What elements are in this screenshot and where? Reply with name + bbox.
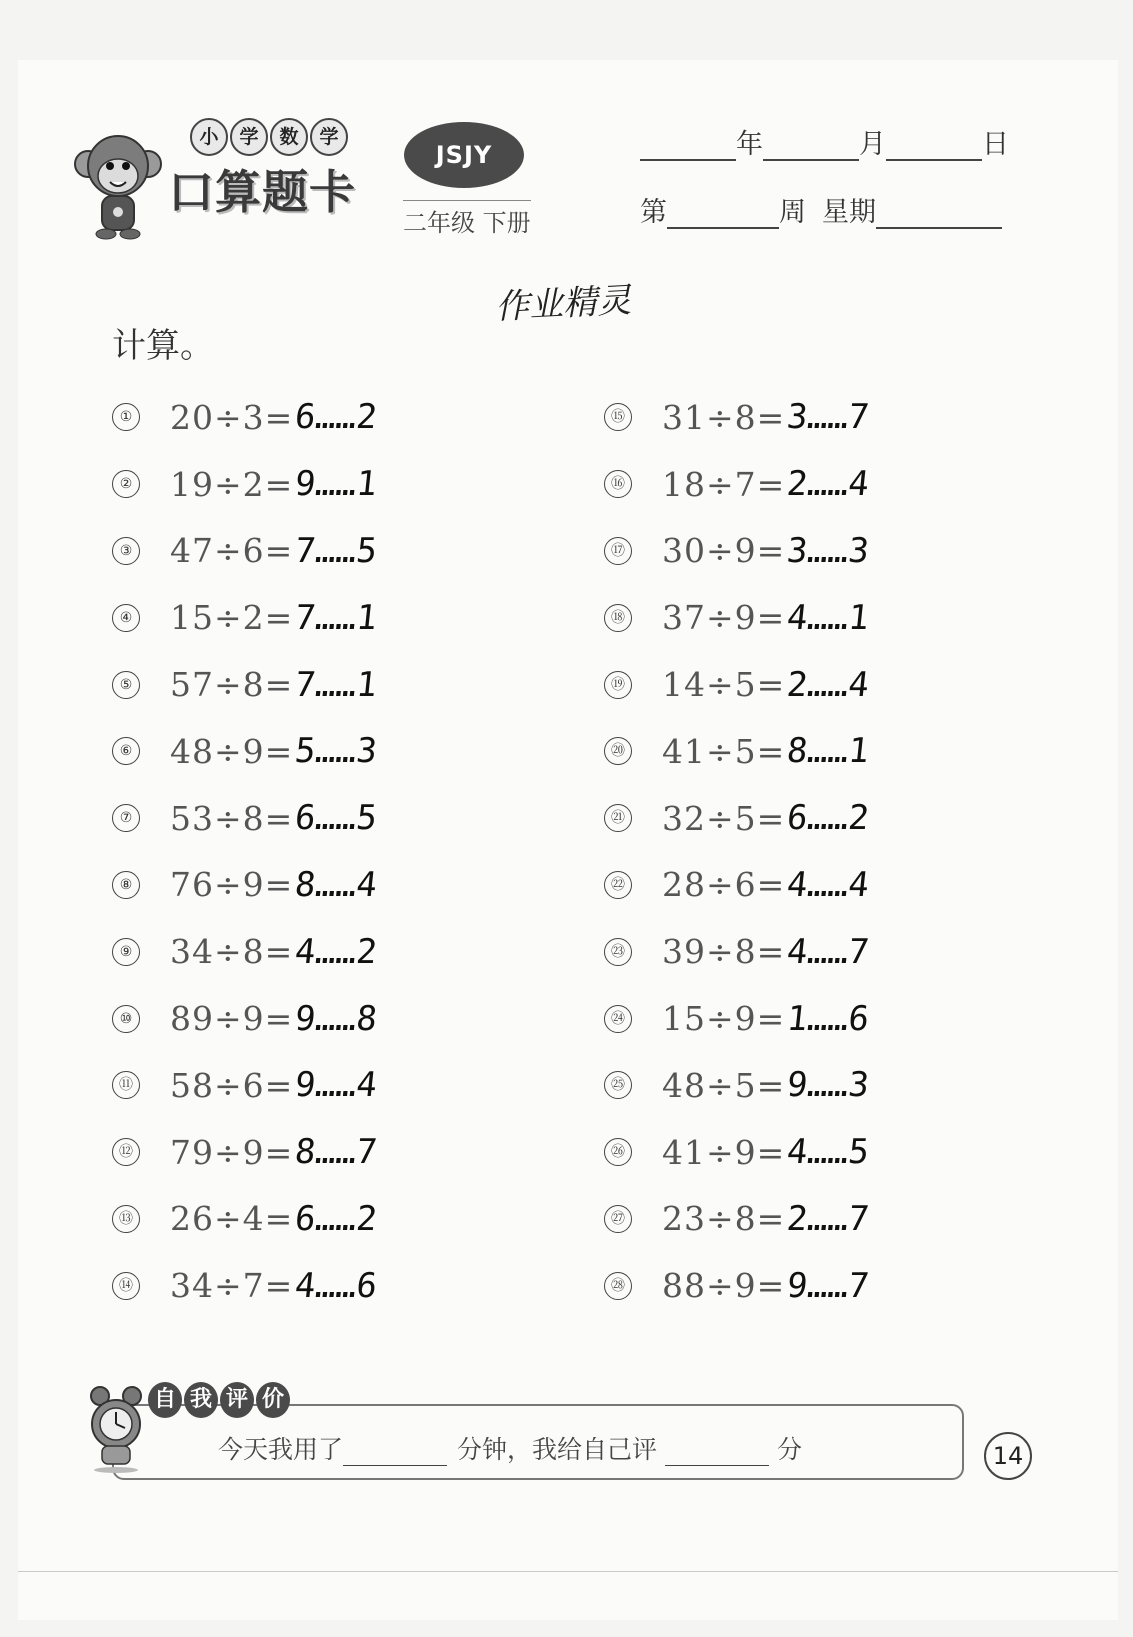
problem-row [604,785,1064,852]
problem-expression: 41÷9= [662,1132,786,1172]
handwritten-answer[interactable]: 9……3 [785,1065,872,1106]
problem-expression: 76÷9= [170,865,294,905]
problem-expression: 48÷5= [662,1065,786,1105]
problem-row [604,651,1064,718]
problem-expression: 34÷7= [170,1266,294,1306]
problem-number: ⑬ [112,1205,140,1233]
problem-row [604,584,1064,651]
problem-number: ④ [112,604,140,632]
problem-number: ⑪ [112,1071,140,1099]
problem-number: ㉓ [604,938,632,966]
week-fields [640,190,1002,229]
handwritten-answer[interactable]: 4……2 [293,931,380,972]
problem-number: ② [112,470,140,498]
problem-row [112,584,572,651]
self-evaluation-text [218,1430,802,1466]
problem-row [112,918,572,985]
problem-number: ㉔ [604,1005,632,1033]
self-eval-char: 我 [184,1382,218,1418]
handwritten-answer[interactable]: 4……6 [293,1265,380,1306]
problem-row [604,718,1064,785]
problem-number: ㉗ [604,1205,632,1233]
problem-expression: 14÷5= [662,665,786,705]
problem-number: ㉖ [604,1138,632,1166]
problem-number: ① [112,403,140,431]
handwritten-answer[interactable]: 7……1 [293,597,380,638]
year-label: 年 [736,129,763,160]
problem-expression: 15÷2= [170,598,294,638]
problem-expression: 28÷6= [662,865,786,905]
self-eval-char: 价 [256,1382,290,1418]
problem-number: ⑧ [112,871,140,899]
problem-row [112,852,572,919]
handwritten-answer[interactable]: 7……1 [293,664,380,705]
problem-row [112,651,572,718]
week-number-blank[interactable] [667,197,779,229]
problem-number: ⑦ [112,804,140,832]
handwritten-answer[interactable]: 6……2 [785,798,872,839]
week-label: 周 [779,197,806,228]
problem-row [112,1119,572,1186]
problem-row [112,518,572,585]
problems-right-column [604,384,1064,1319]
monkey-mascot-icon [72,130,164,242]
handwritten-answer[interactable]: 8……1 [785,731,872,772]
handwritten-answer[interactable]: 4……1 [785,597,872,638]
handwritten-answer[interactable]: 8……4 [293,864,380,905]
handwritten-answer[interactable]: 4……4 [785,864,872,905]
problem-expression: 57÷8= [170,665,294,705]
problem-expression: 39÷8= [662,932,786,972]
problem-expression: 88÷9= [662,1266,786,1306]
score-unit-label: 分 [777,1435,803,1464]
weekday-blank[interactable] [876,197,1002,229]
problem-expression: 20÷3= [170,397,294,437]
handwritten-answer[interactable]: 1……6 [785,998,872,1039]
problem-number: ⑨ [112,938,140,966]
grade-label: 二年级 下册 [403,200,531,238]
handwritten-answer[interactable]: 6……2 [293,397,380,438]
month-label: 月 [859,129,886,160]
series-char: 学 [230,118,268,156]
score-blank[interactable] [665,1435,769,1466]
series-char: 小 [190,118,228,156]
alarm-clock-icon [86,1384,152,1474]
problem-row [604,384,1064,451]
handwritten-answer[interactable]: 9……8 [293,998,380,1039]
handwritten-answer[interactable]: 3……3 [785,530,872,571]
problem-number: ⑮ [604,403,632,431]
page-number: 14 [984,1432,1032,1480]
self-score-label: 分钟，我给自己评 [457,1435,658,1464]
problem-row [112,785,572,852]
problem-expression: 58÷6= [170,1065,294,1105]
handwritten-answer[interactable]: 3……7 [785,397,872,438]
problem-expression: 79÷9= [170,1132,294,1172]
time-used-label: 今天我用了 [218,1435,344,1464]
problem-row [112,1186,572,1253]
problem-row [604,1119,1064,1186]
problem-row [112,451,572,518]
date-fields [640,122,1009,161]
series-char: 数 [270,118,308,156]
problem-expression: 30÷9= [662,531,786,571]
problem-row [112,718,572,785]
problem-row [604,918,1064,985]
problem-row [112,1052,572,1119]
logo [72,112,382,242]
problem-expression: 19÷2= [170,464,294,504]
problem-expression: 23÷8= [662,1199,786,1239]
problem-number: ③ [112,537,140,565]
book-title: 口算题卡 [168,165,356,219]
problem-row [112,1252,572,1319]
problem-row [112,985,572,1052]
problem-number: ㉑ [604,804,632,832]
problem-number: ⑱ [604,604,632,632]
problem-number: ㉘ [604,1272,632,1300]
problem-expression: 34÷8= [170,932,294,972]
handwritten-signature: 作业精灵 [494,280,633,328]
problem-expression: 53÷8= [170,798,294,838]
self-evaluation-title [148,1382,290,1418]
problem-expression: 26÷4= [170,1199,294,1239]
problem-number: ⑯ [604,470,632,498]
handwritten-answer[interactable]: 9……1 [293,464,380,505]
problem-number: ⑫ [112,1138,140,1166]
problem-expression: 31÷8= [662,397,786,437]
series-char: 学 [310,118,348,156]
minutes-blank[interactable] [343,1435,447,1466]
handwritten-answer[interactable]: 5……3 [293,731,380,772]
self-eval-char: 自 [148,1382,182,1418]
handwritten-answer[interactable]: 8……7 [293,1132,380,1173]
problem-row [604,451,1064,518]
problem-row [604,1252,1064,1319]
handwritten-answer[interactable]: 6……5 [293,798,380,839]
problem-number: ⑭ [112,1272,140,1300]
handwritten-answer[interactable]: 2……4 [785,664,872,705]
weekday-label: 星期 [822,197,876,228]
problem-number: ⑲ [604,671,632,699]
problem-expression: 18÷7= [662,464,786,504]
problem-row [112,384,572,451]
instruction-text: 计算。 [112,326,214,366]
handwritten-answer[interactable]: 6……2 [293,1198,380,1239]
year-blank[interactable] [640,129,736,161]
handwritten-answer[interactable]: 4……5 [785,1132,872,1173]
week-prefix: 第 [640,197,667,228]
problem-number: ㉕ [604,1071,632,1099]
handwritten-answer[interactable]: 9……7 [785,1265,872,1306]
problem-row [604,985,1064,1052]
problem-number: ⑩ [112,1005,140,1033]
day-blank[interactable] [886,129,982,161]
month-blank[interactable] [763,129,859,161]
problem-expression: 89÷9= [170,999,294,1039]
problem-number: ⑳ [604,737,632,765]
handwritten-answer[interactable]: 9……4 [293,1065,380,1106]
problem-number: ⑰ [604,537,632,565]
problem-row [604,1052,1064,1119]
problem-number: ㉒ [604,871,632,899]
day-label: 日 [982,129,1009,160]
publisher-badge: JSJY [404,122,524,188]
problems-left-column [112,384,572,1319]
problem-row [604,852,1064,919]
problem-expression: 15÷9= [662,999,786,1039]
problem-number: ⑤ [112,671,140,699]
handwritten-answer[interactable]: 7……5 [293,530,380,571]
problem-expression: 32÷5= [662,798,786,838]
problem-expression: 37÷9= [662,598,786,638]
handwritten-answer[interactable]: 4……7 [785,931,872,972]
problem-number: ⑥ [112,737,140,765]
problem-expression: 41÷5= [662,731,786,771]
problem-expression: 48÷9= [170,731,294,771]
problem-row [604,1186,1064,1253]
handwritten-answer[interactable]: 2……7 [785,1198,872,1239]
self-eval-char: 评 [220,1382,254,1418]
handwritten-answer[interactable]: 2……4 [785,464,872,505]
series-name [190,118,348,156]
problem-expression: 47÷6= [170,531,294,571]
problem-row [604,518,1064,585]
